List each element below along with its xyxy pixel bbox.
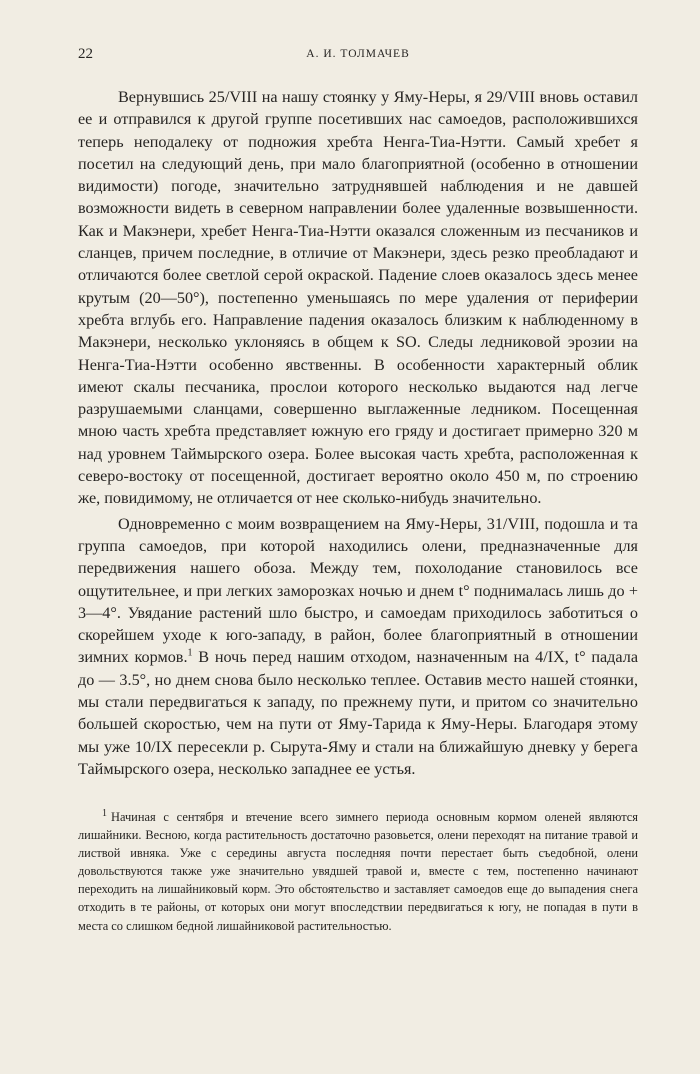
- footnote: [78, 808, 638, 935]
- footnote-reference[interactable]: 1: [187, 648, 193, 660]
- footnote-text: Начиная с сентября и втечение всего зимнего периода основным кормом оленей являются лишайники. Весною, когда растительность достаточно разовьется, олени переходят на питание травой и листвой ивняка. Уже с середины августа последняя почти перестает быть съедобной, олени довольствуются также уже значительно увядшей травой и, вместе с тем, постепенно начинают переходить на лишайниковый корм. Это обстоятельство и заставляет самоедов еще до выпадения снега отходить в те районы, от которых они могут впоследствии передвигаться к югу, не попадая в пути в места со слишком бедной лишайниковой растительностью.: [78, 810, 638, 933]
- page-number: 22: [78, 46, 93, 62]
- paragraph-2-text: Одновременно с моим возвращением на Яму-Неры, 31/VIII, подошла и та группа самоедов, при которой находились олени, предназначенные для передвижения нашего обоза. Между тем, похолодание становилось все ощутительнее, и при легких заморозках ночью и днем t° поднималась лишь до + 3—4°. Увядание растений шло быстро, и самоедам приходилось заботиться о скорейшем уходе к юго-западу, в район, более благоприятный в отношении зимних кормов.: [78, 514, 638, 667]
- body-text: [78, 86, 638, 780]
- paragraph-2: [78, 513, 638, 781]
- paragraph-1: Вернувшись 25/VIII на нашу стоянку у Яму-Неры, я 29/VIII вновь оставил ее и отправился к другой группе посетивших нас самоедов, расположившихся теперь неподалеку от подножия хребта Ненга-Тиа-Нэтти. Самый хребет я посетил на следующий день, при мало благоприятной (особенно в отношении видимости) погоде, значительно затруднявшей наблюдения и не давшей возможности видеть в северном направлении более удаленные возвышенности. Как и Макэнери, хребет Ненга-Тиа-Нэтти оказался сложенным из песчаников и сланцев, причем последние, в отличие от Макэнери, здесь резко преобладают и отличаются более светлой серой окраской. Падение слоев оказалось здесь менее крутым (20—50°), постепенно уменьшаясь по мере удаления от периферии хребта вглубь его. Направление падения оказалось близким к наблюденному в Макэнери, несколько уклоняясь в общем к SO. Следы ледниковой эрозии на Ненга-Тиа-Нэтти особенно явственны. В особенности характерный облик имеют скалы песчаника, прослои которого несколько выдаются над легче разрушаемыми сланцами, совершенно выглаженные ледником. Посещенная мною часть хребта представляет южную его гряду и достигает примерно 320 м над уровнем Таймырского озера. Более высокая часть хребта, расположенная к северо-востоку от посещенной, достигает вероятно около 450 м, по строению же, повидимому, не отличается от нее сколько-нибудь значительно.: [78, 88, 638, 508]
- footnote-paragraph: [78, 808, 638, 935]
- running-head: А. И. ТОЛМАЧЕВ: [306, 48, 410, 60]
- paragraph-2-continuation: В ночь перед нашим отходом, назначенным на 4/IX, t° падала до — 3.5°, но днем снова было несколько теплее. Оставив место нашей стоянки, мы стали передвигаться к западу, по прежнему пути, и притом со значительно большей скоростью, чем на пути от Яму-Тарида к Яму-Неры. Благодаря этому мы уже 10/IX пересекли р. Сырута-Яму и стали на ближайшую дневку у берега Таймырского озера, несколько западнее ее устья.: [78, 648, 639, 778]
- page-header: [78, 46, 638, 66]
- footnote-mark: 1: [102, 807, 107, 819]
